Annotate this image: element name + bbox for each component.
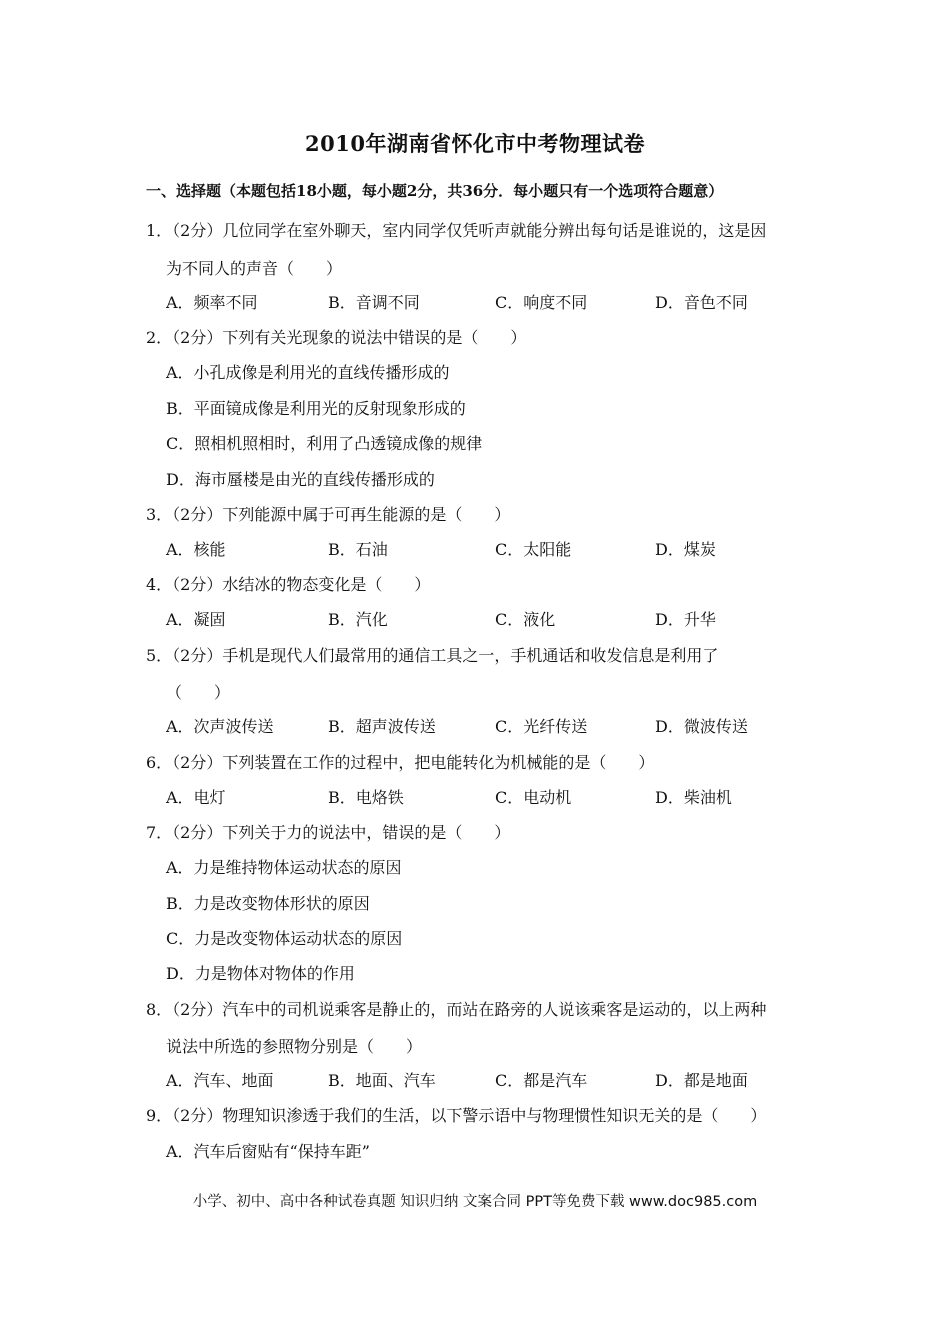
footer-text[interactable]: 小学、初中、高中各种试卷真题 知识归纳 文案合同 PPT等免费下载 www.doc985.com: [192, 1194, 758, 1210]
q3-option-a: A．核能: [166, 540, 226, 559]
q8-option-c: C．都是汽车: [495, 1071, 588, 1090]
q6-option-d: D．柴油机: [655, 788, 732, 807]
q9-stem: 9．（2分）物理知识渗透于我们的生活，以下警示语中与物理惯性知识无关的是（ ）: [146, 1106, 767, 1125]
q4-option-b: B．汽化: [328, 610, 388, 629]
q8-option-b: B．地面、汽车: [328, 1071, 436, 1090]
q2-option-d: D．海市蜃楼是由光的直线传播形成的: [166, 470, 435, 489]
q5-stem-line2: （ ）: [166, 683, 231, 702]
q4-option-a: A．凝固: [166, 610, 226, 629]
q7-option-a: A．力是维持物体运动状态的原因: [166, 858, 402, 877]
q8-stem-line2: 说法中所选的参照物分别是（ ）: [166, 1037, 423, 1056]
q6-option-b: B．电烙铁: [328, 788, 404, 807]
q5-option-c: C．光纤传送: [495, 717, 588, 736]
q5-option-d: D．微波传送: [655, 717, 748, 736]
q1-option-c: C．响度不同: [495, 293, 588, 312]
q4-option-d: D．升华: [655, 610, 716, 629]
q4-option-c: C．液化: [495, 610, 556, 629]
q2-stem: 2．（2分）下列有关光现象的说法中错误的是（ ）: [146, 328, 527, 347]
q1-option-a: A．频率不同: [166, 293, 258, 312]
q3-stem: 3．（2分）下列能源中属于可再生能源的是（ ）: [146, 505, 511, 524]
q4-stem: 4．（2分）水结冰的物态变化是（ ）: [146, 575, 431, 594]
q7-stem: 7．（2分）下列关于力的说法中，错误的是（ ）: [146, 823, 511, 842]
section-heading: 一、选择题（本题包括18小题，每小题2分，共36分．每小题只有一个选项符合题意）: [146, 182, 724, 200]
q7-option-b: B．力是改变物体形状的原因: [166, 894, 370, 913]
q6-option-a: A．电灯: [166, 788, 226, 807]
q1-stem-line2: 为不同人的声音（ ）: [166, 259, 343, 278]
q2-option-c: C．照相机照相时，利用了凸透镜成像的规律: [166, 434, 483, 453]
page-title: 2010年湖南省怀化市中考物理试卷: [305, 131, 645, 156]
q7-option-d: D．力是物体对物体的作用: [166, 964, 355, 983]
q7-option-c: C．力是改变物体运动状态的原因: [166, 929, 403, 948]
q5-option-a: A．次声波传送: [166, 717, 274, 736]
q3-option-b: B．石油: [328, 540, 388, 559]
q6-stem: 6．（2分）下列装置在工作的过程中，把电能转化为机械能的是（ ）: [146, 753, 655, 772]
q1-option-b: B．音调不同: [328, 293, 420, 312]
q1-option-d: D．音色不同: [655, 293, 748, 312]
q3-option-c: C．太阳能: [495, 540, 572, 559]
q5-stem-line1: 5．（2分）手机是现代人们最常用的通信工具之一，手机通话和收发信息是利用了: [146, 646, 719, 665]
q2-option-b: B．平面镜成像是利用光的反射现象形成的: [166, 399, 466, 418]
q2-option-a: A．小孔成像是利用光的直线传播形成的: [166, 363, 450, 382]
q8-option-d: D．都是地面: [655, 1071, 748, 1090]
q1-stem-line1: 1．（2分）几位同学在室外聊天，室内同学仅凭听声就能分辨出每句话是谁说的，这是因: [146, 221, 767, 240]
q8-stem-line1: 8．（2分）汽车中的司机说乘客是静止的，而站在路旁的人说该乘客是运动的，以上两种: [146, 1000, 767, 1019]
q3-option-d: D．煤炭: [655, 540, 716, 559]
q5-option-b: B．超声波传送: [328, 717, 436, 736]
q8-option-a: A．汽车、地面: [166, 1071, 274, 1090]
q9-option-a: A．汽车后窗贴有“保持车距”: [166, 1142, 370, 1161]
q6-option-c: C．电动机: [495, 788, 572, 807]
